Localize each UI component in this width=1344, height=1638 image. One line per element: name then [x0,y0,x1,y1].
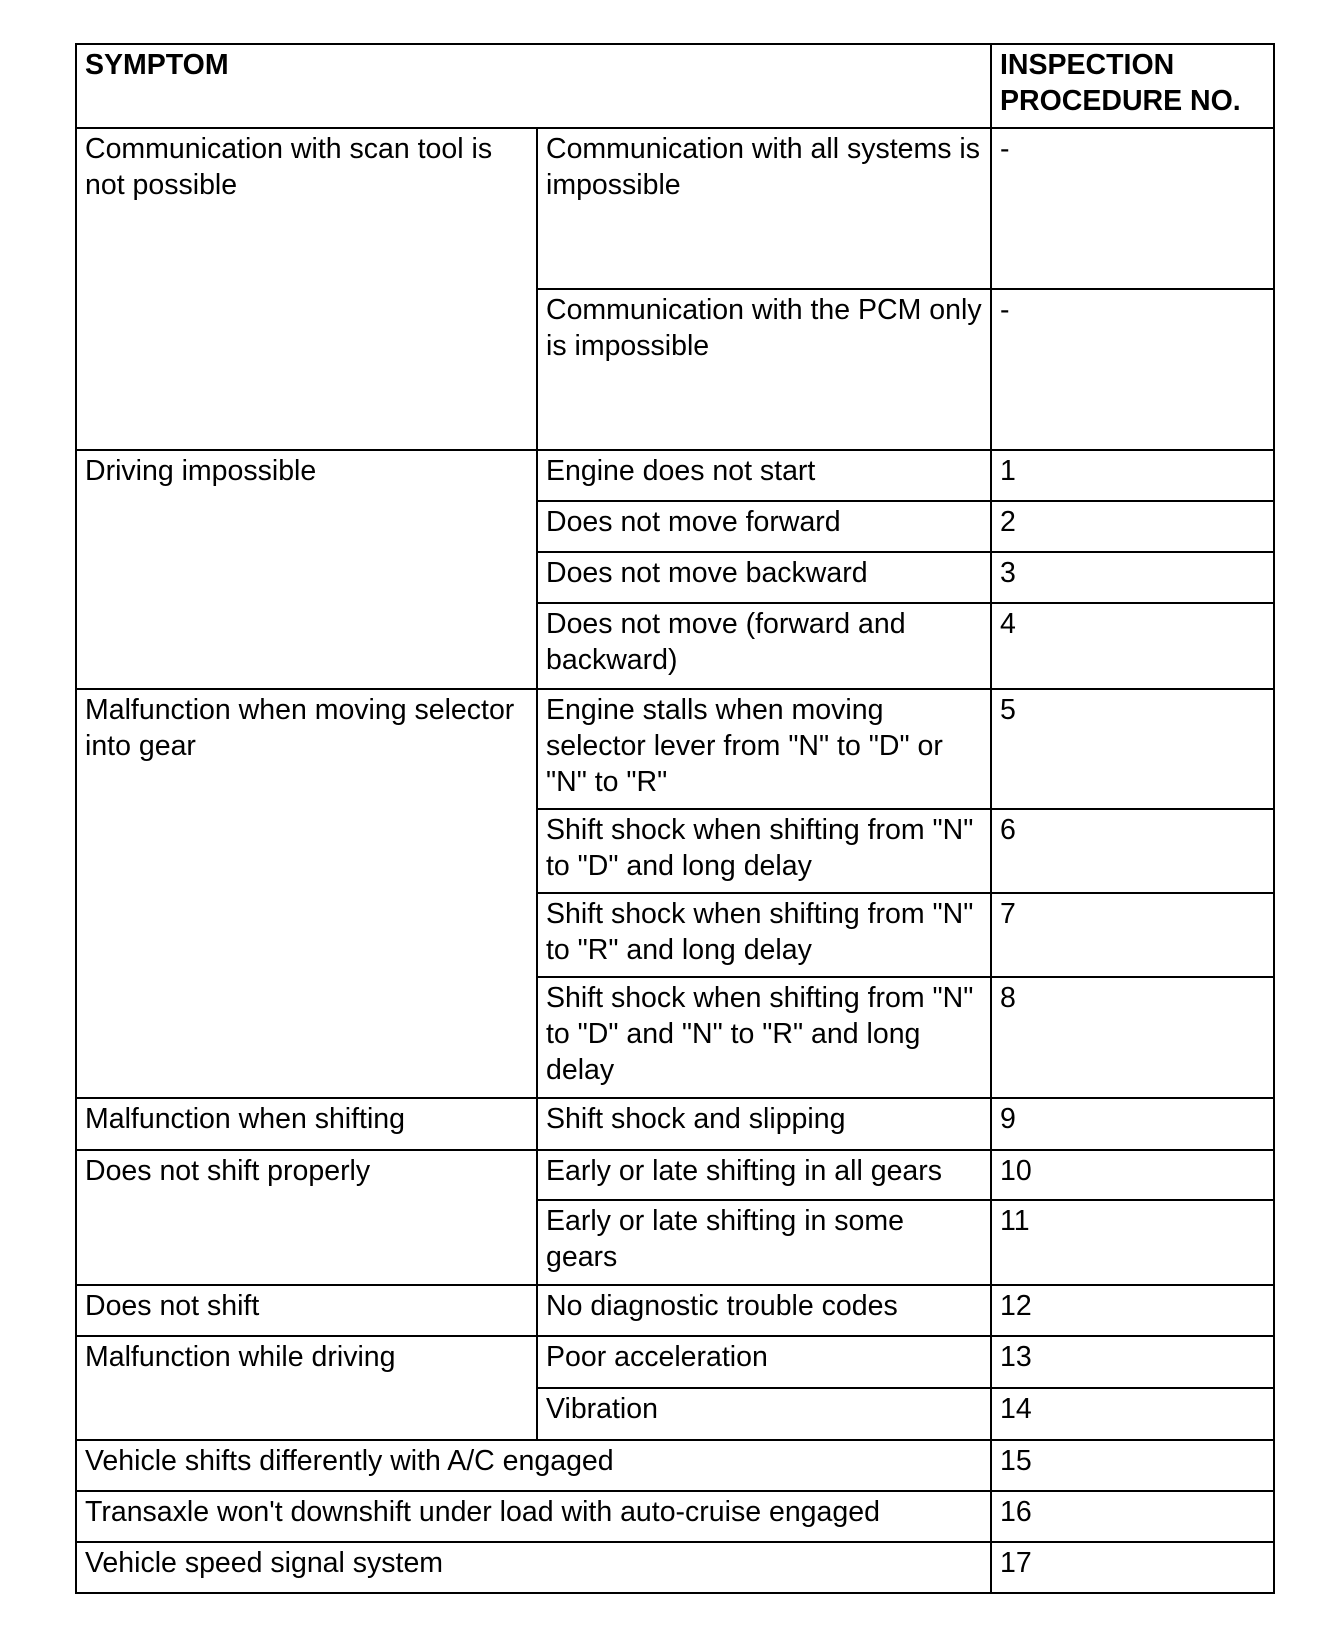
symptom-cell: Malfunction when moving selector into gear [76,689,537,1098]
procedure-cell: 11 [991,1200,1274,1285]
symptom-cell: Does not shift properly [76,1150,537,1285]
table-row [76,1098,1274,1150]
symptom-cell: Transaxle won't downshift under load with auto-cruise engaged [76,1491,991,1542]
procedure-cell: 14 [991,1388,1274,1440]
detail-cell: Vibration [537,1388,991,1440]
header-symptom: SYMPTOM [76,44,991,128]
table-row [76,689,1274,809]
procedure-cell: 15 [991,1440,1274,1491]
table-row [76,1542,1274,1593]
procedure-cell: 3 [991,552,1274,603]
symptom-cell: Driving impossible [76,450,537,689]
detail-cell: Engine stalls when moving selector lever from "N" to "D" or "N" to "R" [537,689,991,809]
symptom-cell: Vehicle shifts differently with A/C engaged [76,1440,991,1491]
symptom-cell: Malfunction when shifting [76,1098,537,1150]
symptom-cell: Communication with scan tool is not possible [76,128,537,450]
procedure-cell: - [991,128,1274,289]
detail-cell: Does not move backward [537,552,991,603]
table-row [76,1150,1274,1200]
detail-cell: Poor acceleration [537,1336,991,1388]
detail-cell: Communication with the PCM only is impossible [537,289,991,450]
table-row [76,1336,1274,1388]
procedure-cell: 1 [991,450,1274,501]
detail-cell: Communication with all systems is impossible [537,128,991,289]
table-row [76,1285,1274,1336]
detail-cell: Engine does not start [537,450,991,501]
table-row [76,128,1274,289]
procedure-cell: 7 [991,893,1274,977]
detail-cell: Shift shock when shifting from "N" to "D" and long delay [537,809,991,893]
procedure-cell: 13 [991,1336,1274,1388]
detail-cell: Early or late shifting in all gears [537,1150,991,1200]
table-row [76,450,1274,501]
detail-cell: Early or late shifting in some gears [537,1200,991,1285]
detail-cell: Shift shock when shifting from "N" to "D" and "N" to "R" and long delay [537,977,991,1098]
table-row [76,1491,1274,1542]
procedure-cell: 17 [991,1542,1274,1593]
table-row [76,1440,1274,1491]
header-inspection-procedure [991,44,1274,128]
symptom-cell: Malfunction while driving [76,1336,537,1440]
header-inspection-line2: PROCEDURE NO. [1000,85,1241,117]
procedure-cell: - [991,289,1274,450]
procedure-cell: 6 [991,809,1274,893]
procedure-cell: 12 [991,1285,1274,1336]
detail-cell: Shift shock and slipping [537,1098,991,1150]
symptom-table [75,43,1275,1594]
procedure-cell: 8 [991,977,1274,1098]
detail-cell: Shift shock when shifting from "N" to "R" and long delay [537,893,991,977]
symptom-cell: Does not shift [76,1285,537,1336]
symptom-cell: Vehicle speed signal system [76,1542,991,1593]
procedure-cell: 4 [991,603,1274,689]
detail-cell: Does not move (forward and backward) [537,603,991,689]
procedure-cell: 10 [991,1150,1274,1200]
procedure-cell: 5 [991,689,1274,809]
header-inspection-line1: INSPECTION [1000,49,1175,81]
header-row [76,44,1274,128]
detail-cell: Does not move forward [537,501,991,552]
procedure-cell: 16 [991,1491,1274,1542]
procedure-cell: 2 [991,501,1274,552]
detail-cell: No diagnostic trouble codes [537,1285,991,1336]
procedure-cell: 9 [991,1098,1274,1150]
